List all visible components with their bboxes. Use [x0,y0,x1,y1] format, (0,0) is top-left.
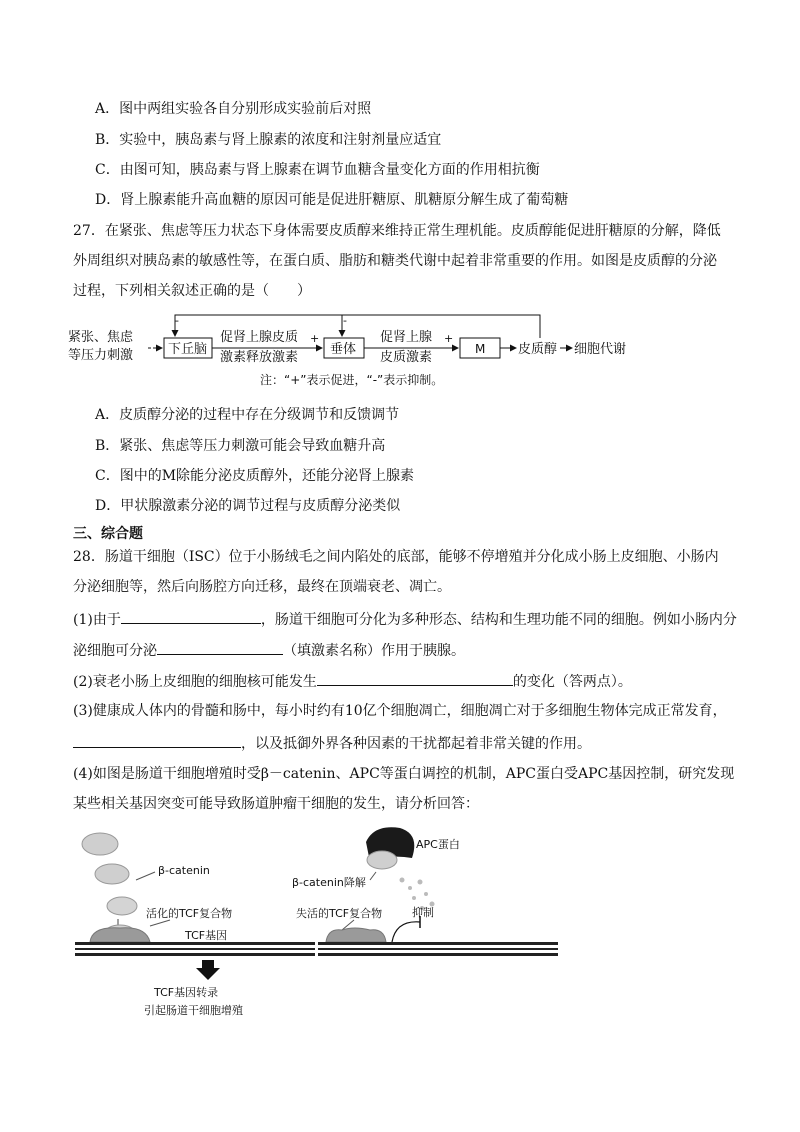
q28-stem-line-2: 分泌细胞等，然后向肠腔方向迁移，最终在顶端衰老、凋亡。 [73,579,451,595]
q28-part1-text-b: ，肠道干细胞可分化为多种形态、结构和生理功能不同的细胞。例如小肠内分 [260,612,737,628]
hormone2-line-2: 皮质激素 [380,350,433,365]
minus-sign-1: - [175,314,179,327]
plus-sign-1: + [310,332,320,345]
q26-option-b: B．实验中，胰岛素与肾上腺素的浓度和注射剂量应适宜 [95,132,442,148]
q28-part1-text-a: (1)由于 [73,612,121,628]
hormone2-line-1: 促肾上腺 [380,330,433,345]
hypothalamus-label: 下丘脑 [168,342,208,357]
beta-catenin-shape-1 [82,833,118,855]
result-line-1: TCF基因转录 [154,986,219,999]
result-line-2: 引起肠道干细胞增殖 [144,1004,243,1017]
q28-part1-line-2 [73,639,760,661]
q28-part2-line [73,670,760,692]
apc-protein-label: APC蛋白 [416,838,460,851]
answer-blank-4[interactable] [73,732,241,748]
q27-option-a: A．皮质醇分泌的过程中存在分级调节和反馈调节 [95,407,400,423]
inactive-tcf-complex [326,928,386,942]
beta-catenin-label: β-catenin [158,864,210,877]
metabolism-label: 细胞代谢 [574,342,627,357]
answer-blank-3[interactable] [317,670,513,686]
section-heading: 三、综合题 [73,526,143,542]
active-tcf-complex [90,928,150,942]
answer-blank-2[interactable] [157,639,283,655]
active-tcf-label: 活化的TCF复合物 [146,907,233,920]
tcf-gene-label: TCF基因 [185,929,228,942]
q28-part3-line-2 [73,732,760,754]
q28-part1-text-c: 泌细胞可分泌 [73,643,157,659]
q27-stem-line-1: 27．在紧张、焦虑等压力状态下身体需要皮质醇来维持正常生理机能。皮质醇能促进肝糖原的分解，降低 [73,223,721,239]
q28-part3-text-b: ，以及抵御外界各种因素的干扰都起着非常关键的作用。 [241,736,591,752]
m-label: M [475,342,486,356]
q27-option-b: B．紧张、焦虑等压力刺激可能会导致血糖升高 [95,438,386,454]
q27-stem-line-2: 外周组织对胰岛素的敏感性等，在蛋白质、脂肪和糖类代谢中起着非常重要的作用。如图是皮质醇的分泌 [73,253,717,269]
q26-option-d: D．肾上腺素能升高血糖的原因可能是促进肝糖原、肌糖原分解生成了葡萄糖 [95,192,569,208]
hormone1-line-1: 促肾上腺皮质 [220,330,299,345]
degrade-label: β-catenin降解 [292,876,366,889]
diagram-note: 注：“+”表示促进，“-”表示抑制。 [260,373,444,387]
down-arrow-icon [196,960,220,980]
q28-mechanism-figure [70,822,740,1032]
inactive-tcf-label: 失活的TCF复合物 [296,907,383,920]
q27-option-c: C．图中的M除能分泌皮质醇外，还能分泌肾上腺素 [95,468,415,484]
q28-part1-text-d: （填激素名称）作用于胰腺。 [283,643,465,659]
q26-option-c: C．由图可知，胰岛素与肾上腺素在调节血糖含量变化方面的作用相抗衡 [95,162,540,178]
beta-catenin-shape-2 [95,864,129,884]
q28-part3-line-1: (3)健康成人体内的骨髓和肠中，每小时约有10亿个细胞凋亡，细胞凋亡对于多细胞生物体完成正常发育， [73,703,727,719]
q28-part2-text-b: 的变化（答两点）。 [512,674,632,690]
cortisol-label: 皮质醇 [518,342,558,357]
beta-catenin-shape-3 [107,897,137,915]
q27-option-d: D．甲状腺激素分泌的调节过程与皮质醇分泌类似 [95,498,401,514]
q26-option-a: A．图中两组实验各自分别形成实验前后对照 [95,101,372,117]
beta-catenin-bound-apc [367,851,397,869]
q28-part4-line-1: (4)如图是肠道干细胞增殖时受β－catenin、APC等蛋白调控的机制，APC蛋白受APC基因控制，研究发现 [73,766,735,782]
answer-blank-1[interactable] [121,608,261,624]
q28-stem-line-1: 28．肠道干细胞（ISC）位于小肠绒毛之间内陷处的底部，能够不停增殖并分化成小肠上皮细胞、小肠内 [73,549,719,565]
inhibit-label: 抑制 [412,906,434,919]
q27-cortisol-diagram [60,308,740,394]
q28-part2-text-a: (2)衰老小肠上皮细胞的细胞核可能发生 [73,674,317,690]
q28-part1-line-1 [73,608,760,630]
hormone1-line-2: 激素释放激素 [220,350,299,365]
q28-part4-line-2: 某些相关基因突变可能导致肠道肿瘤干细胞的发生，请分析回答： [73,796,479,812]
stimulus-line-1: 紧张、焦虑 [68,330,134,345]
q27-stem-line-3: 过程，下列相关叙述正确的是（ ） [73,283,311,299]
plus-sign-2: + [444,332,454,345]
stimulus-line-2: 等压力刺激 [68,348,134,363]
minus-sign-2: - [343,314,347,327]
pituitary-label: 垂体 [330,342,357,357]
